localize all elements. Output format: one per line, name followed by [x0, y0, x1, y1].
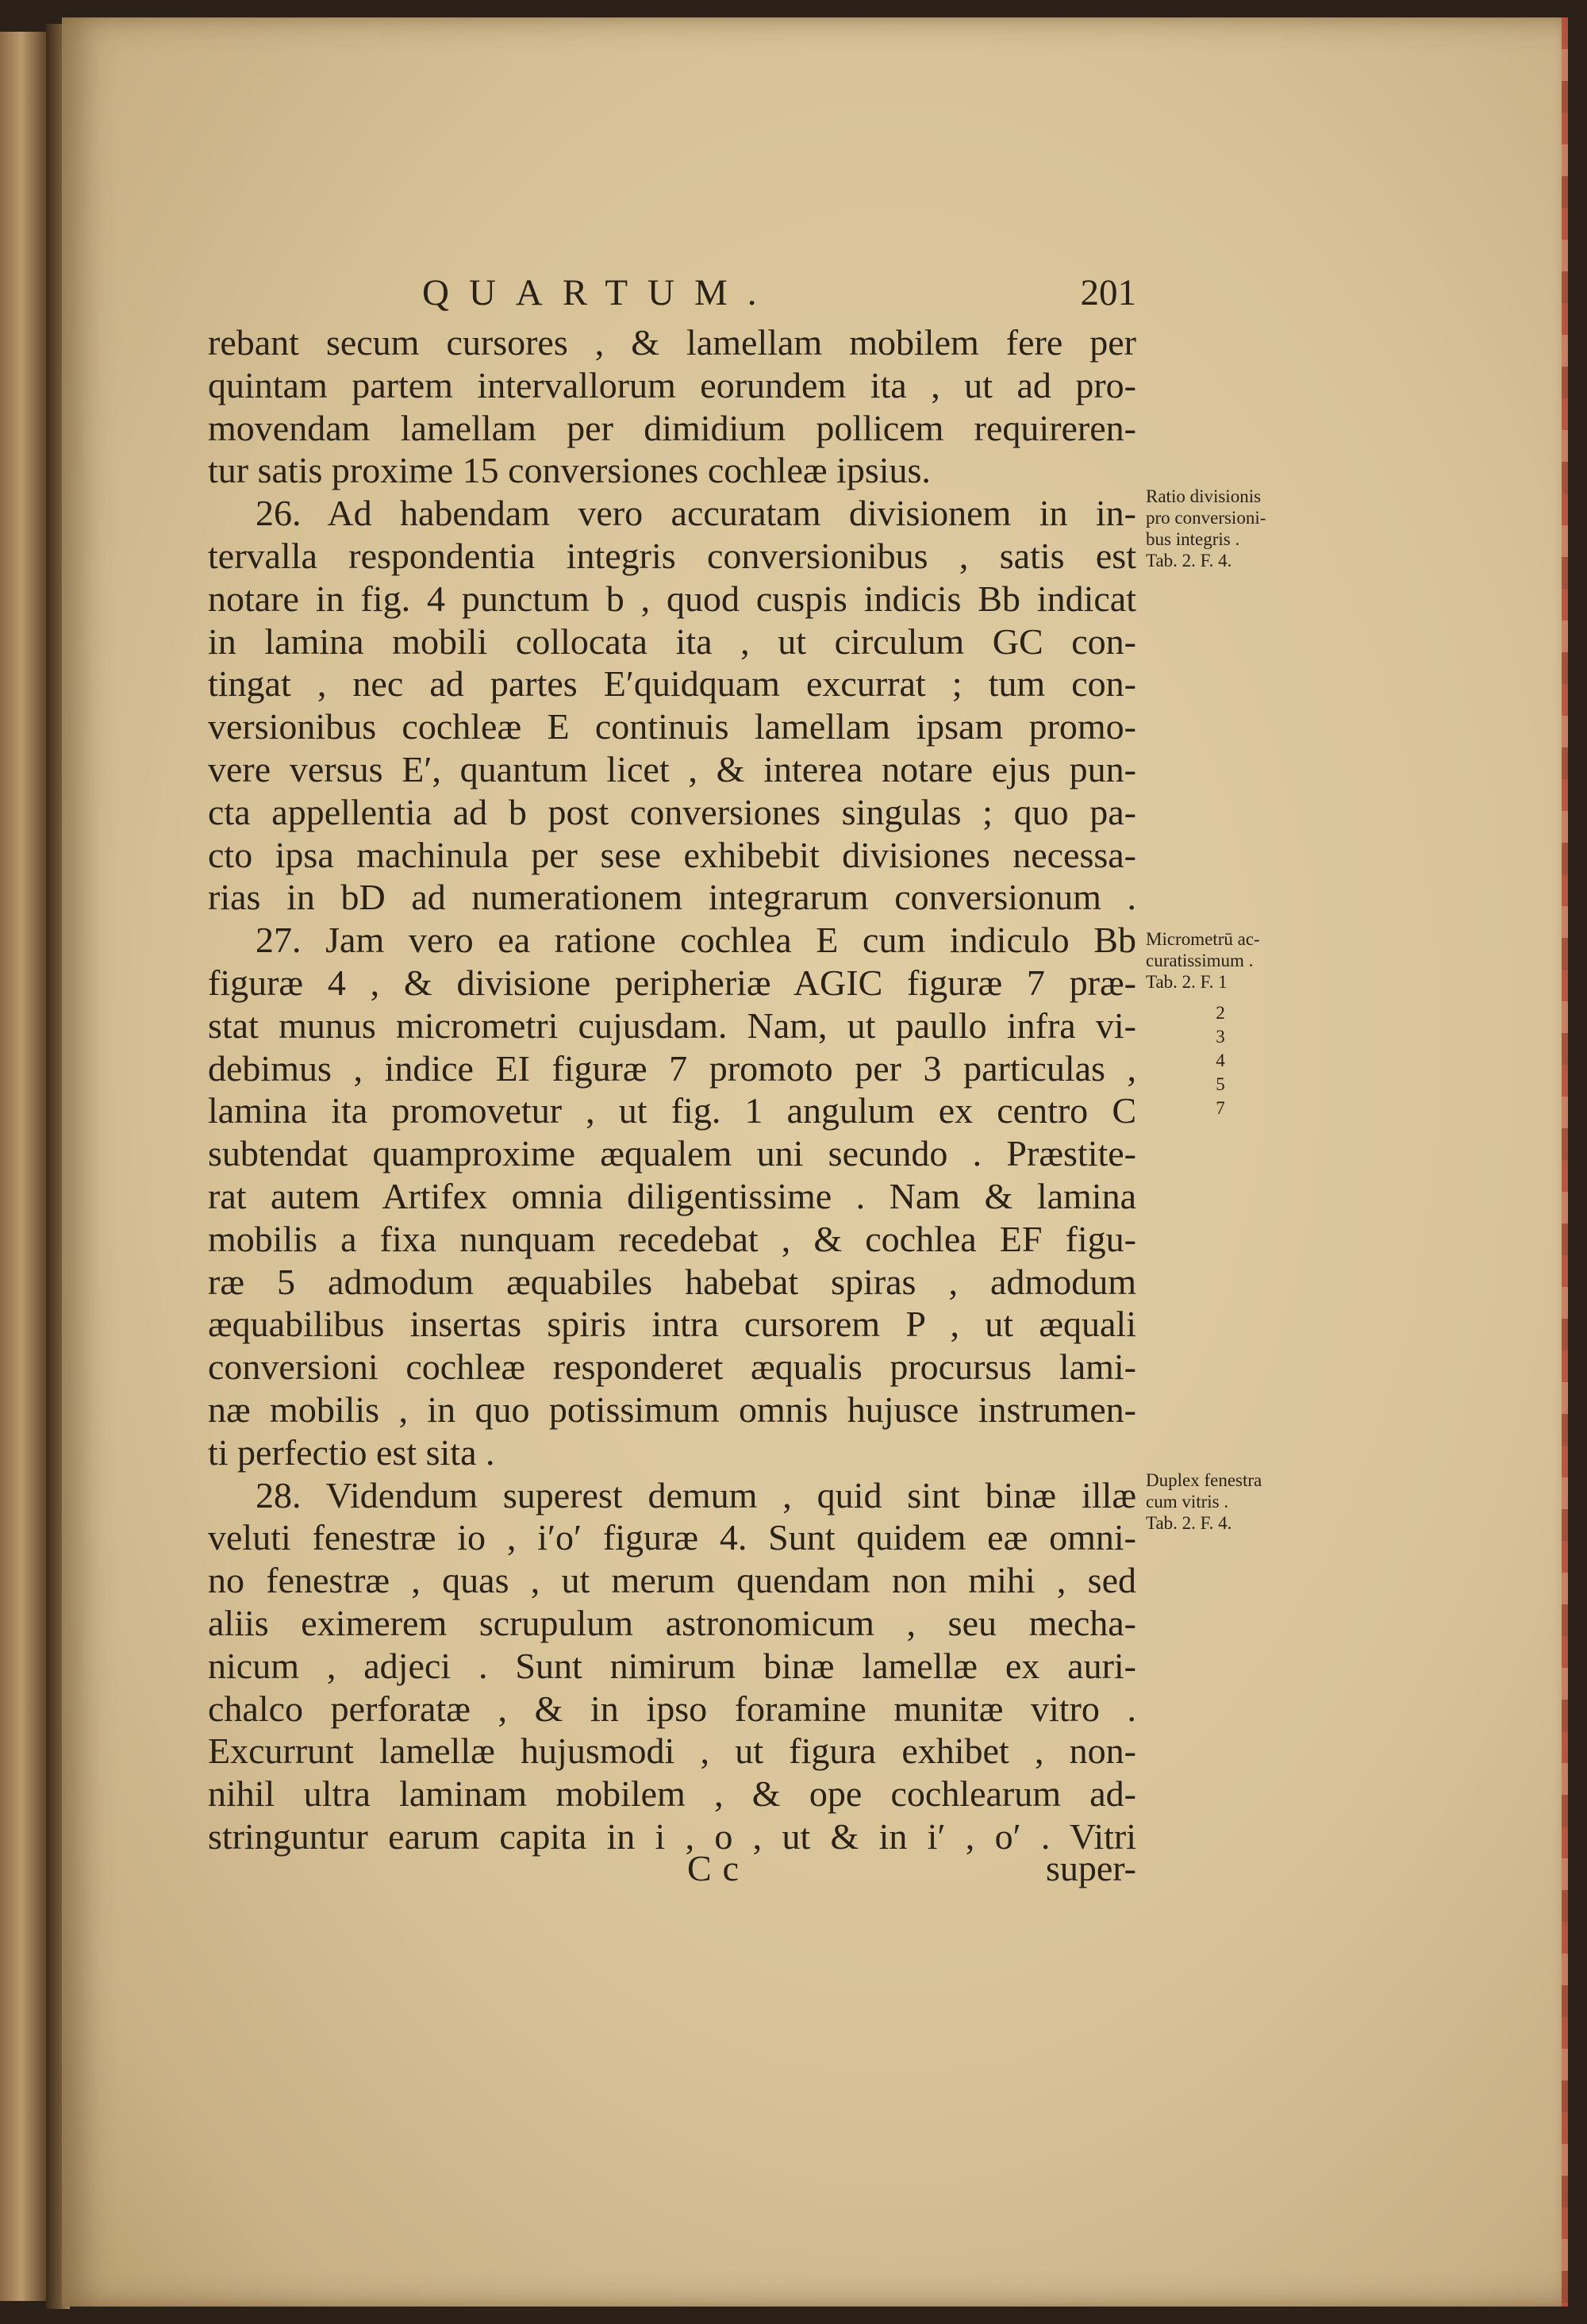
text-line: subtendat quamproxime æqualem uni secundo . Præstite- [208, 1133, 1136, 1174]
paragraph-28-start: 28. Videndum superest demum , quid sint binæ illæ [256, 1474, 1136, 1515]
text-line: ti perfectio est sita . [208, 1431, 495, 1473]
text-line: tingat , nec ad partes E′quidquam excurrat ; tum con- [208, 663, 1136, 705]
marginal-number: 5 [1216, 1074, 1225, 1094]
margin-note-line: pro conversioni- [1146, 508, 1266, 528]
margin-note-line: Tab. 2. F. 1 [1146, 972, 1228, 992]
text-line: movendam lamellam per dimidium pollicem requireren- [208, 407, 1136, 448]
text-line: tervalla respondentia integris conversionibus , satis est [208, 535, 1136, 576]
text-line: versionibus cochleæ E continuis lamellam ipsam promo- [208, 706, 1136, 747]
text-line: no fenestræ , quas , ut merum quendam non mihi , sed [208, 1560, 1136, 1601]
body-text [208, 321, 1136, 1858]
text-line: conversioni cochleæ responderet æqualis procursus lami- [208, 1346, 1136, 1388]
text-line: debimus , indice EI figuræ 7 promoto per 3 particulas , [208, 1047, 1136, 1089]
text-line: stringuntur earum capita in i , o , ut & in i′ , o′ . Vitri [208, 1815, 1136, 1857]
text-line: nihil ultra laminam mobilem , & ope cochlearum ad- [208, 1773, 1136, 1815]
running-head [208, 271, 1136, 327]
text-line: figuræ 4 , & divisione peripheriæ AGIC figuræ 7 præ- [208, 962, 1136, 1003]
text-line: stat munus micrometri cujusdam. Nam, ut paullo infra vi- [208, 1005, 1136, 1046]
text-line: in lamina mobili collocata ita , ut circulum GC con- [208, 620, 1136, 662]
catchword: super- [1045, 1848, 1136, 1888]
text-line: tur satis proxime 15 conversiones cochleæ ipsius. [208, 450, 931, 491]
margin-note-line: Ratio divisionis [1146, 486, 1262, 506]
text-line: rias in bD ad numerationem integrarum conversionum . [208, 877, 1136, 918]
margin-note-line: Tab. 2. F. 4. [1146, 1513, 1232, 1533]
text-line: chalco perforatæ , & in ipso foramine munitæ vitro . [208, 1688, 1136, 1729]
marginal-number: 4 [1216, 1051, 1225, 1070]
margin-note-line: Duplex fenestra [1146, 1470, 1262, 1490]
text-line: vere versus E′, quantum licet , & interea notare ejus pun- [208, 748, 1136, 789]
text-line: æquabilibus insertas spiris intra cursorem P , ut æquali [208, 1304, 1136, 1345]
left-page-edge [0, 32, 48, 2301]
text-line: notare in fig. 4 punctum b , quod cuspis indicis Bb indicat [208, 578, 1136, 619]
page-number: 201 [1080, 272, 1136, 313]
text-line: lamina ita promovetur , ut fig. 1 angulum ex centro C [208, 1090, 1136, 1131]
marginal-number: 2 [1216, 1003, 1225, 1023]
text-line: nicum , adjeci . Sunt nimirum binæ lamellæ ex auri- [208, 1645, 1136, 1686]
text-line: quintam partem intervallorum eorundem ita , ut ad pro- [208, 364, 1136, 405]
text-line: cto ipsa machinula per sese exhibebit divisiones necessa- [208, 834, 1136, 875]
running-head-title: QUARTUM. [422, 272, 777, 313]
margin-note-duplex-fenestra [1146, 1469, 1328, 1534]
margin-note-line: cum vitris . [1146, 1492, 1229, 1512]
margin-note-line: Micrometrū ac- [1146, 929, 1260, 949]
text-line: mobilis a fixa nunquam recedebat , & cochlea EF figu- [208, 1218, 1136, 1259]
margin-note-line: Tab. 2. F. 4. [1146, 551, 1232, 570]
red-page-edge [1562, 17, 1568, 2307]
text-line: ræ 5 admodum æquabiles habebat spiras , admodum [208, 1261, 1136, 1302]
margin-note-ratio-divisionis [1146, 486, 1328, 571]
text-line: veluti fenestræ io , i′o′ figuræ 4. Sunt quidem eæ omni- [208, 1517, 1136, 1558]
text-line: Excurrunt lamellæ hujusmodi , ut figura exhibet , non- [208, 1731, 1136, 1772]
margin-note-micrometrum [1146, 928, 1328, 993]
text-line: rebant secum cursores , & lamellam mobilem fere per [208, 322, 1136, 363]
text-line: cta appellentia ad b post conversiones singulas ; quo pa- [208, 791, 1136, 832]
paragraph-26-start: 26. Ad habendam vero accuratam divisionem in in- [256, 493, 1136, 534]
text-line: aliis eximerem scrupulum astronomicum , seu mecha- [208, 1602, 1136, 1643]
margin-note-line: bus integris . [1146, 529, 1240, 549]
marginal-figure-numbers [1209, 1001, 1232, 1120]
text-line: næ mobilis , in quo potissimum omnis hujusce instrumen- [208, 1389, 1136, 1430]
paragraph-27-start: 27. Jam vero ea ratione cochlea E cum indiculo Bb [256, 920, 1136, 961]
margin-note-line: curatissimum . [1146, 951, 1254, 970]
marginal-number: 3 [1216, 1027, 1225, 1047]
marginal-number: 7 [1216, 1098, 1225, 1118]
signature-mark: Cc [687, 1848, 751, 1888]
text-line: rat autem Artifex omnia diligentissime . Nam & lamina [208, 1175, 1136, 1216]
